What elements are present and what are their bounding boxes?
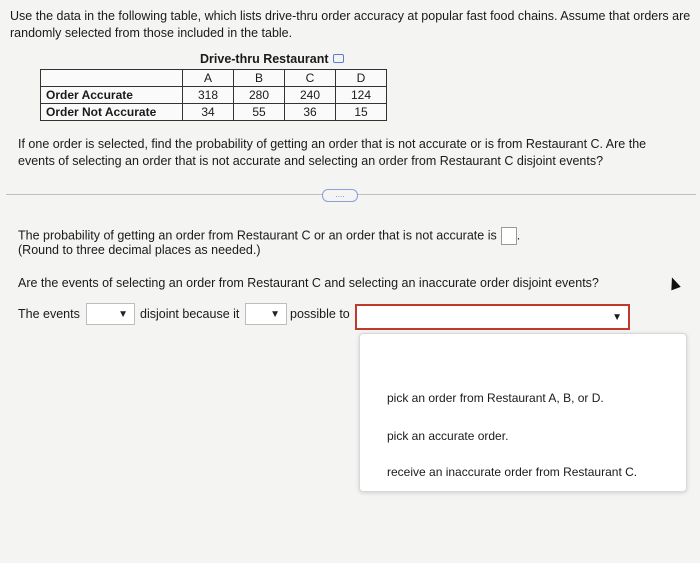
table-cell: 36	[285, 104, 336, 121]
sentence-part3: possible to	[290, 307, 350, 321]
round-note: (Round to three decimal places as needed.)	[18, 243, 261, 257]
reason-dropdown[interactable]	[355, 304, 630, 330]
dropdown-option[interactable]: pick an order from Restaurant A, B, or D.	[387, 391, 604, 405]
table-cell: 280	[234, 87, 285, 104]
table-col-header: C	[285, 70, 336, 87]
table-cell: 240	[285, 87, 336, 104]
table-header-row	[41, 70, 387, 87]
more-button[interactable]: ....	[322, 189, 358, 202]
table-cell: 124	[336, 87, 387, 104]
table-col-header: A	[183, 70, 234, 87]
table-cell: 318	[183, 87, 234, 104]
table-cell: 34	[183, 104, 234, 121]
dropdown-option[interactable]: pick an accurate order.	[387, 429, 509, 443]
probability-suffix: .	[516, 228, 521, 243]
table-row	[41, 104, 387, 121]
table-col-header: D	[336, 70, 387, 87]
sentence-part1: The events	[18, 307, 80, 321]
table-cell: 15	[336, 104, 387, 121]
probability-answer-input[interactable]	[501, 227, 517, 245]
mouse-cursor-icon	[667, 276, 681, 291]
row-label: Order Accurate	[41, 87, 183, 104]
sentence-part2: disjoint because it	[140, 307, 240, 321]
is-isnot-dropdown[interactable]	[245, 303, 287, 325]
probability-text: The probability of getting an order from Restaurant C or an order that is not accurate is	[18, 228, 497, 243]
dropdown-arrow-icon: ▼	[118, 309, 128, 320]
reason-dropdown-menu	[359, 333, 687, 492]
copy-icon[interactable]	[333, 54, 344, 63]
table-header-blank	[41, 70, 183, 87]
table-cell: 55	[234, 104, 285, 121]
dropdown-arrow-icon: ▼	[270, 309, 280, 320]
events-dropdown[interactable]	[86, 303, 135, 325]
data-table	[40, 69, 387, 121]
table-row	[41, 87, 387, 104]
question-intro: Use the data in the following table, which lists drive-thru order accuracy at popular fast food chains. Assume that orders are randomly selected from those included in the table.	[10, 9, 691, 40]
table-caption: Drive-thru Restaurant	[200, 52, 344, 66]
row-label: Order Not Accurate	[41, 104, 183, 121]
question-prompt: If one order is selected, find the probability of getting an order that is not accurate or is from Restaurant C. Are the events of selecting an order that is not accurate and selecting an order from Restaurant C disjoint events?	[18, 137, 647, 168]
disjoint-question: Are the events of selecting an order from Restaurant C and selecting an inaccurate order disjoint events?	[18, 276, 599, 290]
dropdown-option[interactable]: receive an inaccurate order from Restaurant C.	[387, 465, 638, 479]
dropdown-arrow-icon: ▼	[612, 312, 622, 323]
table-col-header: B	[234, 70, 285, 87]
